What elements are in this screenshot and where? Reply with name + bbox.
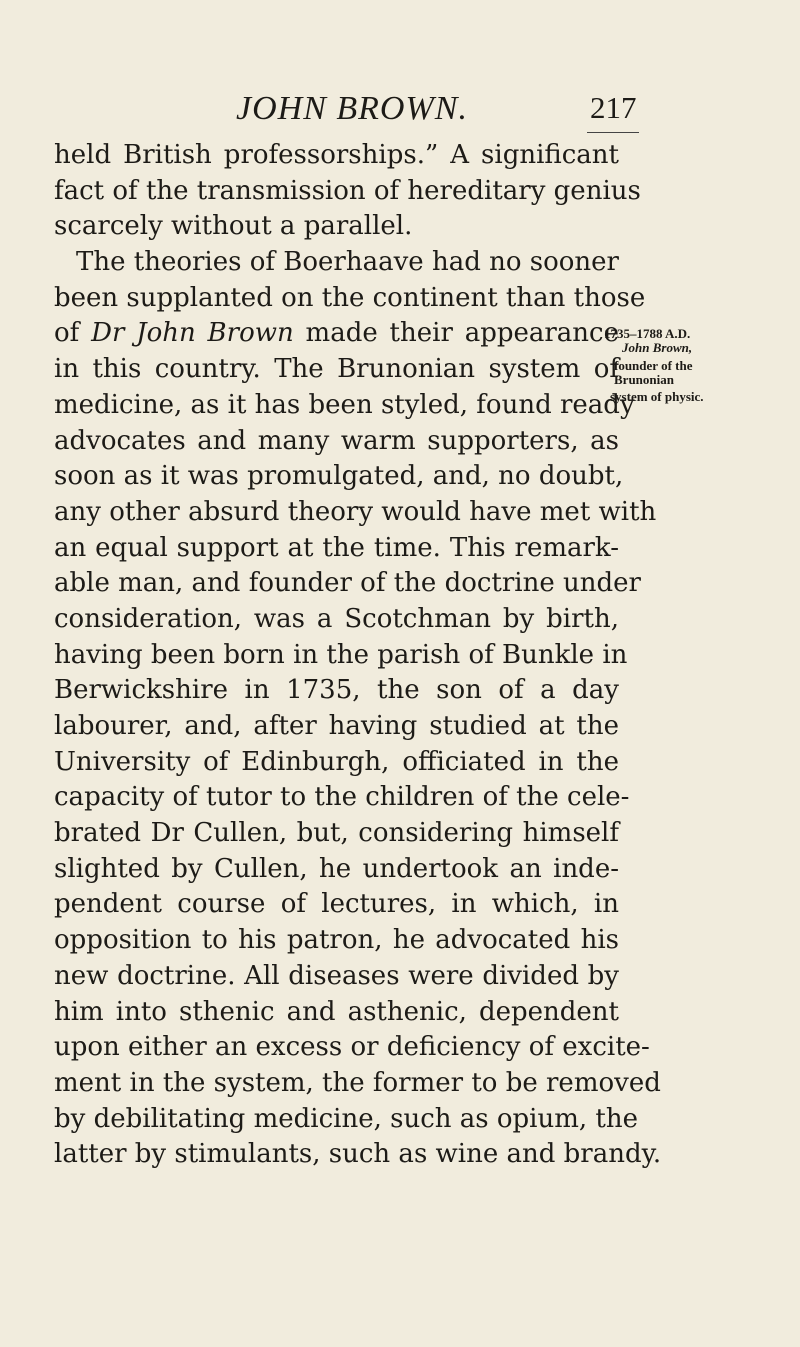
text-line: soon as it was promulgated, and, no doubt, xyxy=(54,461,624,492)
text-line: by debilitating medicine, such as opium, the xyxy=(54,1103,639,1134)
text-fragment: made their appearance xyxy=(293,318,619,349)
text-line: having been born in the parish of Bunkle in xyxy=(54,639,628,670)
text-line xyxy=(54,316,619,352)
text-line: brated Dr Cullen, but, considering himself xyxy=(54,818,619,849)
text-line: opposition to his patron, he advocated his xyxy=(54,925,619,956)
text-line: latter by stimulants, such as wine and brandy. xyxy=(54,1139,662,1170)
text-line: been supplanted on the continent than those xyxy=(54,282,646,313)
text-line: ment in the system, the former to be removed xyxy=(54,1067,661,1098)
text-line: advocates and many warm supporters, as xyxy=(54,425,619,456)
text-line: medicine, as it has been styled, found ready xyxy=(54,389,635,420)
page-header xyxy=(0,72,800,132)
text-line: an equal support at the time. This remark- xyxy=(54,532,619,563)
page-number: 217 xyxy=(590,90,637,125)
margin-note-role: founder of the xyxy=(614,358,693,373)
text-line: capacity of tutor to the children of the cele- xyxy=(54,782,630,813)
margin-note xyxy=(604,327,794,404)
text-line: pendent course of lectures, in which, in xyxy=(54,889,619,920)
text-line: held British professorships.” A significant xyxy=(54,140,619,170)
author-name-italic: Dr John Brown xyxy=(91,318,294,349)
text-line: upon either an excess or deficiency of excite- xyxy=(54,1032,650,1063)
text-line: new doctrine. All diseases were divided by xyxy=(54,960,619,991)
text-line: in this country. The Brunonian system of xyxy=(54,354,619,385)
running-title: JOHN BROWN. xyxy=(236,90,468,127)
text-line: him into sthenic and asthenic, dependent xyxy=(54,996,619,1027)
margin-note-name: John Brown, xyxy=(622,340,693,355)
text-line: slighted by Cullen, he undertook an inde- xyxy=(54,853,619,884)
margin-note-topic: system of physic. xyxy=(610,389,704,404)
text-line: labourer, and, after having studied at the xyxy=(54,711,619,741)
margin-note-school: Brunonian xyxy=(614,372,674,387)
text-line: scarcely without a parallel. xyxy=(54,211,413,242)
text-line: fact of the transmission of hereditary genius xyxy=(54,175,641,206)
text-line: The theories of Boerhaave had no sooner xyxy=(76,247,619,278)
text-fragment: of xyxy=(54,318,92,349)
text-line: able man, and founder of the doctrine under xyxy=(54,568,641,599)
text-line: University of Edinburgh, officiated in the xyxy=(54,746,619,777)
text-line: any other absurd theory would have met with xyxy=(54,496,657,527)
margin-note-dates: 1735–1788 A.D. xyxy=(604,326,691,341)
header-rule xyxy=(587,132,639,133)
text-line: consideration, was a Scotchman by birth, xyxy=(54,603,619,634)
text-line: Berwickshire in 1735, the son of a day xyxy=(54,675,619,706)
